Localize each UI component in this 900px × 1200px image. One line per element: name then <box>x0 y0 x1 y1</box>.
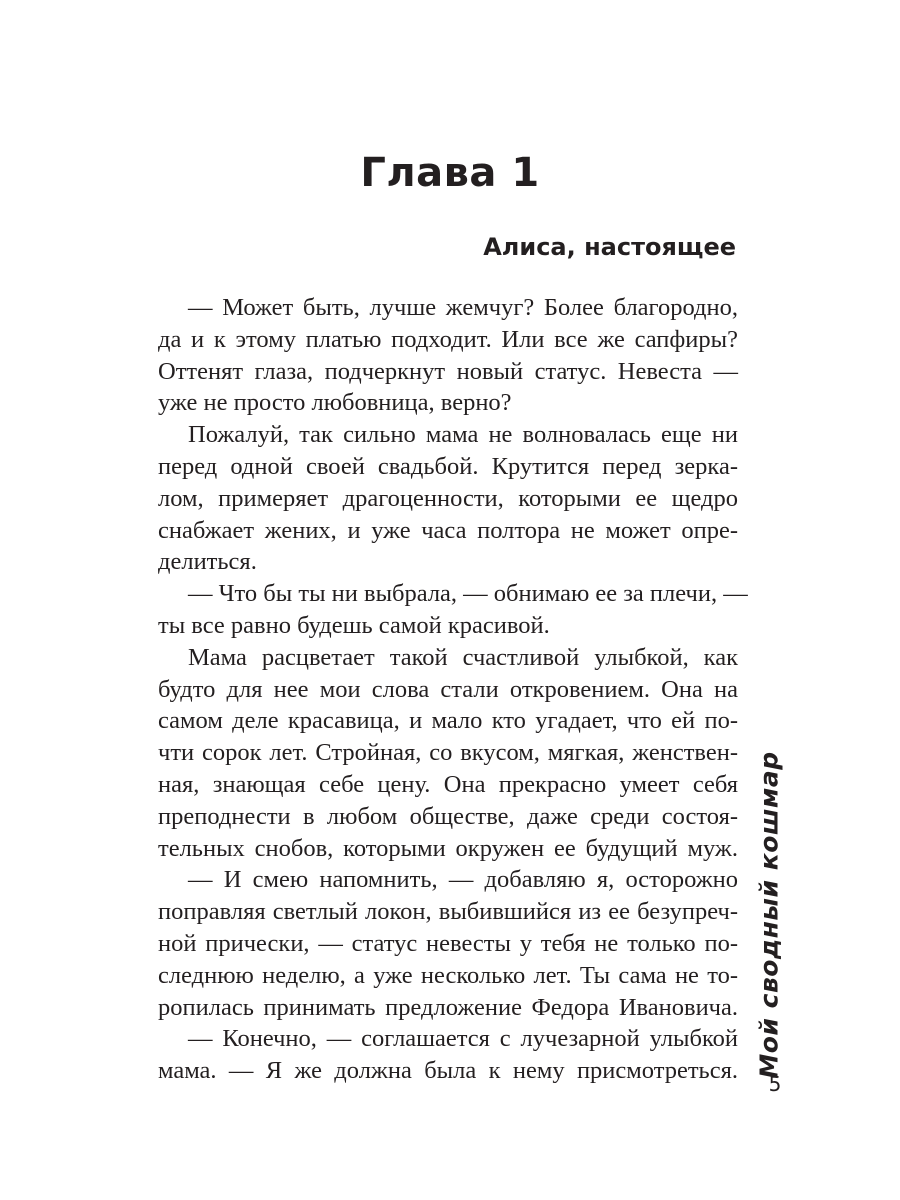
paragraph <box>158 292 738 419</box>
page-number: 5 <box>768 1072 782 1096</box>
paragraph <box>158 864 738 1023</box>
text-line: ропилась принимать предложение Федора Ивановича. <box>158 993 738 1021</box>
chapter-title: Глава 1 <box>360 150 540 196</box>
book-title-vertical: Мой сводный кошмар <box>754 751 784 1079</box>
text-line: мама. — Я же должна была к нему присмотреться. <box>158 1057 738 1085</box>
text-line: будто для нее мои слова стали откровением. Она на <box>158 675 738 703</box>
text-line: лом, примеряет драгоценности, которыми ее щедро <box>158 484 738 512</box>
running-head <box>746 751 792 1079</box>
paragraph <box>158 578 748 642</box>
text-line: ной прически, — статус невесты у тебя не только по- <box>158 929 738 957</box>
paragraph <box>158 642 738 865</box>
chapter-subtitle: Алиса, настоящее <box>483 233 736 261</box>
text-line: да и к этому платью подходит. Или все же сапфиры? <box>158 325 738 353</box>
paragraph <box>158 1023 738 1087</box>
text-line: Мама расцветает такой счастливой улыбкой, как <box>188 643 738 671</box>
text-line: — Может быть, лучше жемчуг? Более благородно, <box>188 294 738 321</box>
text-line: самом деле красавица, и мало кто угадает, что ей по- <box>158 707 738 735</box>
text-line: перед одной своей свадьбой. Крутится перед зерка- <box>158 452 738 480</box>
text-line: тельных снобов, которыми окружен ее будущий муж. <box>158 834 738 862</box>
text-line: — Что бы ты ни выбрала, — обнимаю ее за плечи, — <box>188 580 748 608</box>
text-line: преподнести в любом обществе, даже среди состоя- <box>158 802 738 830</box>
text-line: ты все равно будешь самой красивой. <box>158 611 550 639</box>
body-text <box>158 292 748 1087</box>
text-line: Пожалуй, так сильно мама не волновалась еще ни <box>188 421 738 449</box>
text-line: делиться. <box>158 548 257 576</box>
text-line: — И смею напомнить, — добавляю я, осторожно <box>188 866 738 894</box>
text-line: Оттенят глаза, подчеркнут новый статус. Невеста — <box>158 357 738 385</box>
text-line: следнюю неделю, а уже несколько лет. Ты сама не то- <box>158 961 738 989</box>
paragraph <box>158 419 738 578</box>
text-line: снабжает жених, и уже часа полтора не может опре- <box>158 516 738 544</box>
text-line: поправляя светлый локон, выбившийся из ее безупреч- <box>158 898 738 926</box>
text-line: — Конечно, — соглашается с лучезарной улыбкой <box>188 1025 738 1053</box>
text-line: уже не просто любовница, верно? <box>158 389 512 417</box>
text-line: ная, знающая себе цену. Она прекрасно умеет себя <box>158 770 738 798</box>
text-line: чти сорок лет. Стройная, со вкусом, мягкая, женствен- <box>158 739 738 767</box>
